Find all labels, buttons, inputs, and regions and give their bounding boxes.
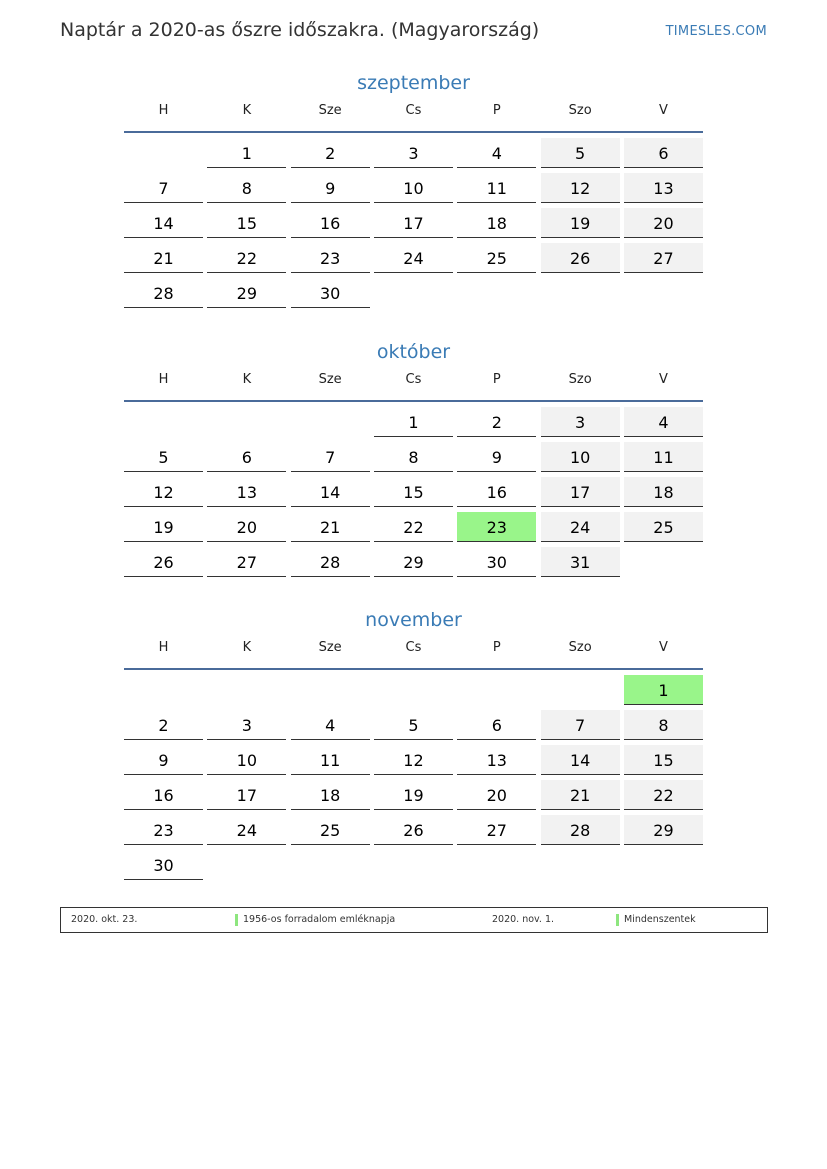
day-cell[interactable]: 7: [541, 710, 620, 740]
day-cell[interactable]: 23: [291, 243, 370, 273]
empty-day-cell: [291, 675, 370, 705]
week-row: [124, 477, 703, 507]
page-title: Naptár a 2020-as őszre időszakra. (Magyarország): [60, 19, 540, 41]
day-cell[interactable]: 4: [291, 710, 370, 740]
weekday-label: Sze: [318, 640, 342, 655]
brand-link[interactable]: TIMESLES.COM: [665, 24, 767, 39]
weekday-label: Sze: [318, 372, 342, 387]
day-cell[interactable]: 17: [207, 780, 286, 810]
day-cell[interactable]: 28: [124, 278, 203, 308]
empty-day-cell: [541, 675, 620, 705]
day-cell[interactable]: 20: [457, 780, 536, 810]
day-cell[interactable]: 13: [207, 477, 286, 507]
day-cell[interactable]: 11: [291, 745, 370, 775]
week-row: [124, 512, 703, 542]
weekday-label: H: [158, 372, 169, 387]
week-row: [124, 173, 703, 203]
day-cell[interactable]: 5: [374, 710, 453, 740]
day-cell[interactable]: 3: [541, 407, 620, 437]
day-cell[interactable]: 18: [457, 208, 536, 238]
empty-day-cell: [291, 850, 370, 880]
weekday-label: Szo: [568, 640, 592, 655]
day-cell[interactable]: 15: [624, 745, 703, 775]
day-cell[interactable]: 6: [624, 138, 703, 168]
day-cell[interactable]: 8: [207, 173, 286, 203]
day-cell[interactable]: 19: [374, 780, 453, 810]
day-cell[interactable]: 1: [374, 407, 453, 437]
day-cell[interactable]: 13: [457, 745, 536, 775]
weekday-label: Sze: [318, 103, 342, 118]
weekday-header: [124, 638, 703, 670]
day-cell[interactable]: 20: [624, 208, 703, 238]
legend-date: 2020. nov. 1.: [492, 914, 555, 925]
weekday-label: Szo: [568, 103, 592, 118]
day-cell[interactable]: 9: [291, 173, 370, 203]
day-cell[interactable]: 2: [291, 138, 370, 168]
weekday-label: Cs: [405, 103, 422, 118]
holiday-color-marker: [235, 914, 238, 926]
month-name: október: [376, 341, 451, 363]
day-cell[interactable]: 22: [374, 512, 453, 542]
weekday-label: V: [659, 640, 668, 655]
weekday-label: V: [659, 103, 668, 118]
week-row: [124, 780, 703, 810]
holiday-day-cell[interactable]: 1: [624, 675, 703, 705]
day-cell[interactable]: 31: [541, 547, 620, 577]
week-row: [124, 745, 703, 775]
day-cell[interactable]: 26: [124, 547, 203, 577]
empty-day-cell: [624, 278, 703, 308]
day-cell[interactable]: 25: [624, 512, 703, 542]
day-cell[interactable]: 3: [207, 710, 286, 740]
weekday-label: P: [492, 372, 501, 387]
weekday-header: [124, 370, 703, 402]
empty-day-cell: [374, 278, 453, 308]
month-calendar: [124, 70, 703, 308]
holiday-legend: [60, 907, 768, 933]
week-row: [124, 407, 703, 437]
weekday-label: V: [659, 372, 668, 387]
day-cell[interactable]: 8: [624, 710, 703, 740]
day-cell[interactable]: 28: [541, 815, 620, 845]
day-cell[interactable]: 2: [124, 710, 203, 740]
day-cell[interactable]: 26: [541, 243, 620, 273]
weekday-label: H: [158, 640, 169, 655]
day-cell[interactable]: 14: [124, 208, 203, 238]
week-row: [124, 442, 703, 472]
day-cell[interactable]: 2: [457, 407, 536, 437]
holiday-color-marker: [616, 914, 619, 926]
empty-day-cell: [457, 675, 536, 705]
day-cell[interactable]: 18: [291, 780, 370, 810]
day-cell[interactable]: 24: [541, 512, 620, 542]
day-cell[interactable]: 30: [457, 547, 536, 577]
day-cell[interactable]: 7: [124, 173, 203, 203]
day-cell[interactable]: 16: [291, 208, 370, 238]
weekday-label: P: [492, 103, 501, 118]
day-cell[interactable]: 24: [207, 815, 286, 845]
weekday-label: Cs: [405, 640, 422, 655]
day-cell[interactable]: 13: [624, 173, 703, 203]
empty-day-cell: [374, 850, 453, 880]
day-cell[interactable]: 29: [207, 278, 286, 308]
weekday-label: H: [158, 103, 169, 118]
day-cell[interactable]: 29: [624, 815, 703, 845]
day-cell[interactable]: 4: [457, 138, 536, 168]
day-cell[interactable]: 22: [207, 243, 286, 273]
empty-day-cell: [124, 675, 203, 705]
empty-day-cell: [207, 407, 286, 437]
day-cell[interactable]: 18: [624, 477, 703, 507]
day-cell[interactable]: 7: [291, 442, 370, 472]
day-cell[interactable]: 15: [207, 208, 286, 238]
holiday-day-cell[interactable]: 23: [457, 512, 536, 542]
day-cell[interactable]: 10: [541, 442, 620, 472]
day-cell[interactable]: 24: [374, 243, 453, 273]
week-row: [124, 815, 703, 845]
day-cell[interactable]: 30: [291, 278, 370, 308]
empty-day-cell: [207, 675, 286, 705]
week-row: [124, 850, 703, 880]
day-cell[interactable]: 21: [291, 512, 370, 542]
weekday-label: Cs: [405, 372, 422, 387]
month-calendar: [124, 607, 703, 880]
empty-day-cell: [624, 850, 703, 880]
empty-day-cell: [457, 850, 536, 880]
month-name: november: [365, 609, 462, 631]
day-cell[interactable]: 6: [207, 442, 286, 472]
day-cell[interactable]: 17: [374, 208, 453, 238]
day-cell[interactable]: 26: [374, 815, 453, 845]
empty-day-cell: [124, 407, 203, 437]
day-cell[interactable]: 21: [124, 243, 203, 273]
weekday-label: K: [242, 640, 252, 655]
day-cell[interactable]: 5: [541, 138, 620, 168]
weekday-label: Szo: [568, 372, 592, 387]
day-cell[interactable]: 19: [541, 208, 620, 238]
day-cell[interactable]: 30: [124, 850, 203, 880]
day-cell[interactable]: 9: [124, 745, 203, 775]
day-cell[interactable]: 27: [457, 815, 536, 845]
empty-day-cell: [541, 850, 620, 880]
day-cell[interactable]: 22: [624, 780, 703, 810]
week-row: [124, 278, 703, 308]
day-cell[interactable]: 12: [374, 745, 453, 775]
legend-holiday-name: 1956-os forradalom emléknapja: [243, 914, 396, 925]
day-cell[interactable]: 9: [457, 442, 536, 472]
week-row: [124, 243, 703, 273]
weekday-label: K: [242, 103, 252, 118]
day-cell[interactable]: 15: [374, 477, 453, 507]
week-row: [124, 710, 703, 740]
day-cell[interactable]: 12: [124, 477, 203, 507]
day-cell[interactable]: 16: [124, 780, 203, 810]
day-cell[interactable]: 5: [124, 442, 203, 472]
legend-holiday-name: Mindenszentek: [624, 914, 696, 925]
weekday-header: [124, 101, 703, 133]
day-cell[interactable]: 27: [207, 547, 286, 577]
empty-day-cell: [624, 547, 703, 577]
day-cell[interactable]: 29: [374, 547, 453, 577]
day-cell[interactable]: 27: [624, 243, 703, 273]
day-cell[interactable]: 10: [207, 745, 286, 775]
day-cell[interactable]: 8: [374, 442, 453, 472]
empty-day-cell: [291, 407, 370, 437]
day-cell[interactable]: 16: [457, 477, 536, 507]
day-cell[interactable]: 20: [207, 512, 286, 542]
weekday-label: K: [242, 372, 252, 387]
month-calendar: [124, 339, 703, 577]
day-cell[interactable]: 6: [457, 710, 536, 740]
empty-day-cell: [207, 850, 286, 880]
day-cell[interactable]: 1: [207, 138, 286, 168]
day-cell[interactable]: 25: [291, 815, 370, 845]
weekday-label: P: [492, 640, 501, 655]
empty-day-cell: [541, 278, 620, 308]
empty-day-cell: [374, 675, 453, 705]
week-row: [124, 675, 703, 705]
day-cell[interactable]: 21: [541, 780, 620, 810]
day-cell[interactable]: 19: [124, 512, 203, 542]
empty-day-cell: [124, 138, 203, 168]
day-cell[interactable]: 25: [457, 243, 536, 273]
legend-date: 2020. okt. 23.: [71, 914, 138, 925]
day-cell[interactable]: 14: [541, 745, 620, 775]
empty-day-cell: [457, 278, 536, 308]
week-row: [124, 208, 703, 238]
day-cell[interactable]: 23: [124, 815, 203, 845]
day-cell[interactable]: 10: [374, 173, 453, 203]
day-cell[interactable]: 11: [624, 442, 703, 472]
week-row: [124, 547, 703, 577]
day-cell[interactable]: 14: [291, 477, 370, 507]
day-cell[interactable]: 11: [457, 173, 536, 203]
day-cell[interactable]: 4: [624, 407, 703, 437]
day-cell[interactable]: 28: [291, 547, 370, 577]
day-cell[interactable]: 3: [374, 138, 453, 168]
day-cell[interactable]: 17: [541, 477, 620, 507]
day-cell[interactable]: 12: [541, 173, 620, 203]
month-name: szeptember: [357, 72, 470, 94]
week-row: [124, 138, 703, 168]
